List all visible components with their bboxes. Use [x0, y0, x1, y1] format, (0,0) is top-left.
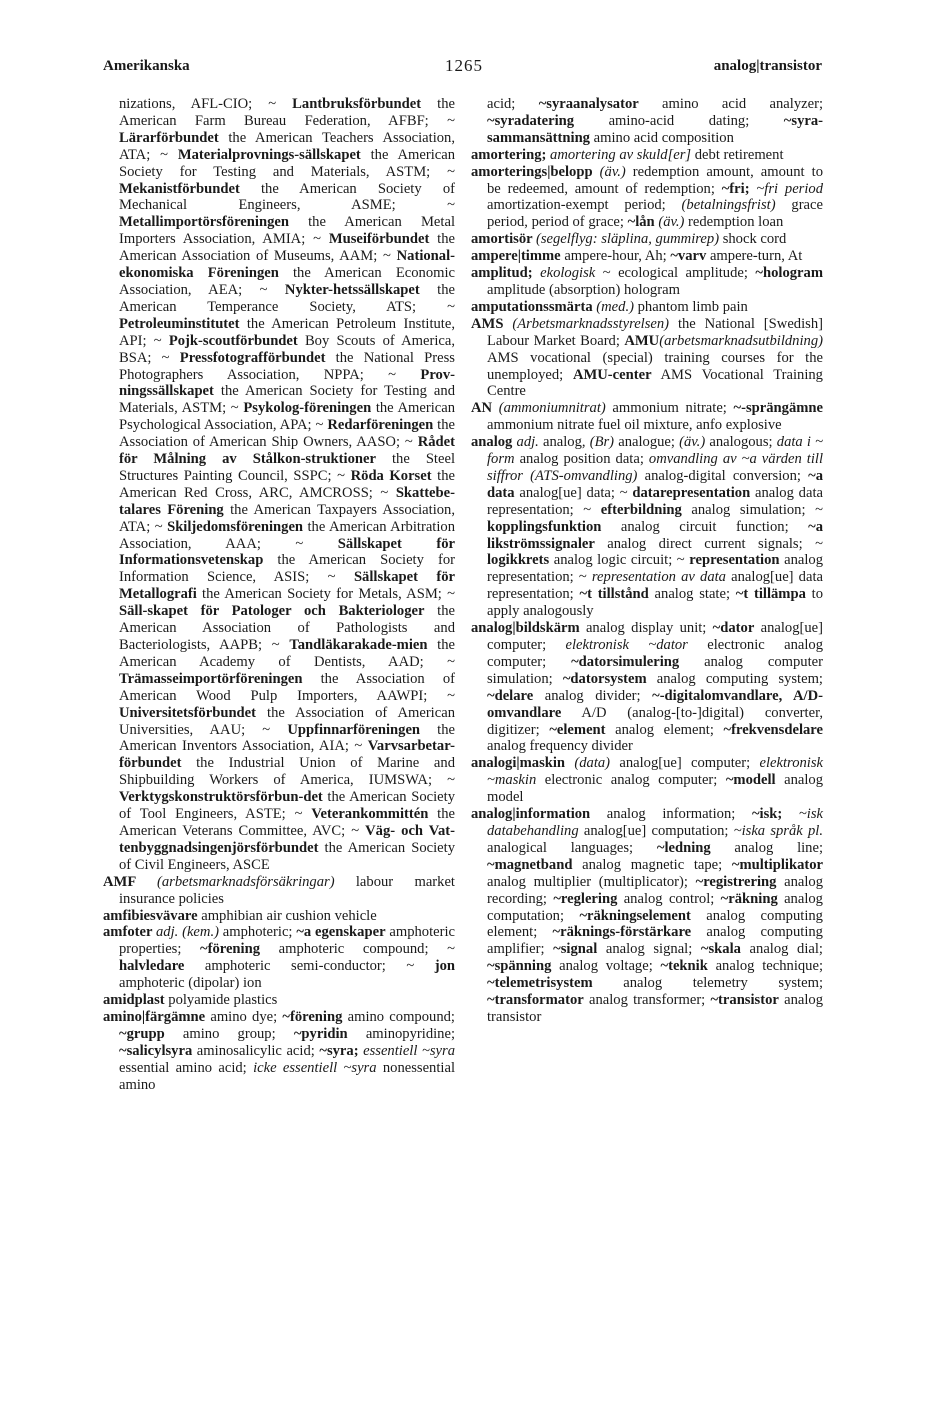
headword: amortering; [471, 146, 551, 163]
dictionary-entry [103, 96, 455, 874]
headword: ~frekvensdelare [723, 721, 823, 738]
translation-text: the Steel Structures Painting Council, SSPC; ~ [119, 451, 455, 484]
translation-text: analog[ue] computer; [610, 755, 760, 772]
headword: ~varv [670, 248, 707, 265]
dictionary-entry [103, 1009, 455, 1094]
translation-text: Boy Scouts of America, BSA; ~ [119, 332, 455, 366]
translation-text: amphoteric compound; ~ [260, 941, 455, 958]
headword: Verktygskonstruktörsförbun-det [119, 789, 323, 806]
headword: ~a egenskaper [296, 924, 386, 941]
headword: Pressfotografförbundet [179, 349, 326, 366]
translation-text: the American Society of Tool Engineers, ASTE; ~ [119, 789, 455, 823]
usage-note: amortering av skuld[er] [550, 146, 692, 163]
translation-text: ~ ecological amplitude; [595, 265, 756, 282]
dictionary-entry [471, 620, 823, 755]
translation-text: the American Association of Museums, AAM; ~ [119, 231, 456, 265]
translation-text: labour market insurance policies [119, 873, 455, 907]
headword: ~isk; [751, 806, 799, 823]
usage-note: (äv.) [679, 434, 706, 451]
headword: AMS [471, 315, 513, 332]
headword: ~transformator [487, 992, 584, 1009]
translation-text: amino acid analyzer; [638, 96, 823, 112]
translation-text: the American Society for Metals, ASM; ~ [196, 586, 455, 603]
left-column [103, 96, 455, 1093]
headword: ~datorsimulering [571, 653, 680, 670]
translation-text: the American Inventors Association, AIA; ~ [119, 721, 455, 755]
translation-text: amphoteric semi-conductor; ~ [184, 958, 435, 975]
usage-note: elektronisk ~dator [565, 637, 688, 653]
headword: amino|färgämne [103, 1008, 206, 1025]
translation-text: analog signal; [597, 941, 701, 958]
headword: ~-sprängämne [733, 400, 823, 417]
translation-text: nonessential amino [119, 1059, 455, 1093]
translation-text: analogical languages; [487, 839, 657, 856]
translation-text: analog[ue] computer; [487, 620, 823, 653]
headword: Museiförbundet [328, 231, 430, 248]
translation-text: AMS Vocational Training Centre [487, 366, 823, 400]
headword: jon [434, 958, 455, 975]
usage-note: (arbetsmarknadsutbildning) [659, 332, 823, 349]
headword: ~pyridin [293, 1025, 348, 1042]
dictionary-entry [471, 248, 823, 265]
translation-text: essential amino acid; [119, 1059, 254, 1076]
translation-text: analog information; [590, 806, 752, 823]
translation-text: polyamide plastics [164, 992, 278, 1009]
headword: amorterings|belopp [471, 163, 600, 180]
headword: Lärarförbundet [119, 129, 219, 146]
dictionary-entry [471, 265, 823, 299]
translation-text: amphoteric; [218, 924, 297, 941]
headword: ~t tillstånd [579, 586, 649, 603]
translation-text: electronic analog computer; [487, 637, 823, 670]
translation-text: A/D (analog-[to-]digital) converter, digitizer; [487, 704, 823, 738]
translation-text: the American Economic Association, AEA; ~ [119, 265, 456, 298]
headword: ampere|timme [471, 248, 561, 265]
usage-note: (segelflyg: släplina, gummirep) [535, 231, 720, 248]
dictionary-entry [471, 400, 823, 434]
headword: ~a data [487, 467, 823, 501]
translation-text: analog display unit; [579, 620, 713, 637]
translation-text: the American Red Cross, ARC, AMCROSS; ~ [119, 467, 455, 501]
headword: amortisör [471, 231, 536, 248]
translation-text: acid; [487, 96, 539, 112]
headword: efterbildning [600, 501, 682, 518]
translation-text: the American Society for Testing and Materials, ASTM; ~ [119, 146, 456, 180]
headword: analog|bildskärm [471, 620, 580, 637]
dictionary-entry [103, 908, 455, 925]
headword: representation [689, 552, 780, 569]
headword: ~ledning [656, 839, 711, 856]
translation-text: analogue; [614, 434, 680, 451]
usage-note: elektronisk ~maskin [487, 755, 823, 789]
translation-text: amino group; [164, 1025, 294, 1042]
translation-text: analog transformer; [583, 992, 711, 1009]
dictionary-entry [471, 755, 823, 806]
translation-text: analog dial; [740, 941, 823, 958]
translation-text: analog direct current signals; ~ [594, 535, 823, 552]
headword: amfoter [103, 924, 156, 941]
usage-note: ekologisk [540, 265, 596, 282]
headword: datarepresentation [632, 484, 751, 501]
headword: ~signal [553, 941, 598, 958]
headword: Väg- och Vat-tenbyggnadsingenjörsförbundet [119, 822, 455, 856]
usage-note: representation av data [591, 569, 726, 586]
translation-text: the American Metal Importers Association, AMIA; ~ [119, 214, 455, 248]
translation-text: redemption loan [684, 214, 784, 231]
translation-text: the American Psychological Association, APA; ~ [119, 400, 455, 434]
page-number: 1265 [445, 56, 483, 75]
translation-text: analog data representation; ~ [487, 484, 823, 518]
translation-text: amortization-exempt period; [487, 197, 682, 214]
headword: ~syra-sammansättning [487, 112, 823, 146]
headword: Sällskapet för Metallografi [119, 569, 455, 603]
headword: logikkrets [487, 552, 550, 569]
headword: ~telemetrisystem [487, 975, 593, 992]
headword: ~spänning [487, 958, 552, 975]
translation-text: analog, [538, 434, 590, 451]
translation-text: analog telemetry system; [592, 975, 823, 992]
translation-text: analog computing element; [487, 907, 823, 941]
headword: Skattebe-talares Förening [119, 484, 455, 518]
usage-note: (betalningsfrist) [681, 197, 776, 214]
translation-text: analog technique; [707, 958, 823, 975]
headword: ~räkningselement [579, 907, 691, 924]
headword: Lantbruksförbundet [292, 96, 422, 112]
translation-text: amphoteric properties; [119, 924, 456, 958]
translation-text: debt retirement [691, 146, 784, 163]
usage-note: (arbetsmarknadsförsäkringar) [157, 873, 335, 890]
headword: Mekanistförbundet [119, 180, 240, 197]
translation-text: analog line; [710, 839, 824, 856]
translation-text: amino-acid dating; [574, 112, 784, 129]
usage-note: omvandling av ~a värden till siffror (ATS-omvandling) [487, 451, 824, 484]
translation-text: the American Veterans Committee, AVC; ~ [119, 806, 455, 839]
headword: Trämasseimportörföreningen [119, 670, 303, 687]
usage-note: essentiell ~syra [363, 1042, 455, 1059]
headword: ~teknik [660, 958, 708, 975]
headword: Skiljedomsföreningen [167, 518, 304, 535]
translation-text: analog element; [605, 721, 724, 738]
headword: ~element [549, 721, 606, 738]
dictionary-entry [103, 874, 455, 908]
usage-note: ~fri period [756, 180, 824, 197]
headword: AMU [624, 332, 660, 349]
headword: ~dator [712, 620, 755, 637]
usage-note: (med.) [596, 298, 634, 315]
running-head-right: analog|transistor [713, 58, 822, 74]
headword: kopplingsfunktion [487, 518, 602, 535]
dictionary-entry [471, 164, 823, 232]
usage-note: adj. [516, 434, 539, 451]
translation-text: shock cord [719, 231, 787, 248]
headword: ~syraanalysator [538, 96, 639, 112]
headword: AN [471, 400, 499, 417]
usage-note: (äv.) [599, 163, 626, 180]
translation-text: the American Temperance Society, ATS; ~ [119, 281, 455, 315]
translation-text: the National [Swedish] Labour Market Board; [487, 315, 823, 349]
translation-text: analog position data; [514, 451, 649, 468]
usage-note: data i ~ form [487, 434, 823, 468]
translation-text: the American Society for Testing and Materials, ASTM; ~ [119, 383, 455, 417]
translation-text: nizations, AFL-CIO; ~ [119, 96, 293, 112]
usage-note: (data) [574, 755, 611, 772]
translation-text: amino compound; [342, 1008, 455, 1025]
translation-text: amplitude (absorption) hologram [487, 281, 680, 298]
translation-text: electronic analog computer; [536, 772, 726, 789]
translation-text: analog computing amplifier; [487, 924, 823, 958]
right-column [471, 96, 823, 1026]
translation-text: phantom limb pain [633, 298, 748, 315]
translation-text: analog model [487, 772, 823, 806]
translation-text: analog[ue] computation; [578, 822, 734, 839]
translation-text: amphibian air cushion vehicle [197, 907, 377, 924]
headword: Petroleuminstitutet [119, 315, 240, 332]
headword: Universitetsförbundet [119, 704, 257, 721]
translation-text: analog logic circuit; ~ [549, 552, 690, 569]
translation-text: aminosalicylic acid; [192, 1042, 320, 1059]
headword: ~magnetband [487, 856, 573, 873]
translation-text: amino dye; [205, 1008, 283, 1025]
translation-text: redemption amount, amount to be redeemed, amount of redemption; [487, 163, 823, 197]
translation-text: analog computing system; [646, 670, 823, 687]
translation-text: the National Press Photographers Association, NPPA; ~ [119, 349, 455, 383]
headword: Uppfinnarföreningen [287, 721, 421, 738]
translation-text: amphoteric (dipolar) ion [119, 975, 262, 992]
translation-text: the American Society of Mechanical Engineers, ASME; ~ [119, 180, 455, 214]
translation-text: analog simulation; ~ [681, 501, 823, 518]
headword: amputationssmärta [471, 298, 597, 315]
headword: ~fri; [721, 180, 757, 197]
dictionary-entry [471, 147, 823, 164]
headword: ~skala [700, 941, 741, 958]
translation-text: the American Association of Pathologists and Bacteriologists, AAPB; ~ [119, 603, 455, 653]
translation-text: analog control; [617, 890, 721, 907]
translation-text: analog multiplier (multiplicator); [487, 873, 696, 890]
translation-text: analog state; [648, 586, 736, 603]
dictionary-entry [471, 96, 823, 147]
headword: ~förening [200, 941, 261, 958]
translation-text: analog computer simulation; [487, 653, 823, 687]
translation-text: analog voltage; [551, 958, 661, 975]
translation-text: the American Taxpayers Association, ATA; ~ [119, 501, 455, 535]
headword: ~registrering [695, 873, 777, 890]
headword: ~hologram [755, 265, 823, 282]
headword: ~räknings-förstärkare [552, 924, 692, 941]
headword: Materialprovnings-sällskapet [177, 146, 361, 163]
translation-text: AMS vocational (special) training courses for the unemployed; [487, 349, 823, 383]
translation-text: the American Teachers Association, ATA; ~ [119, 129, 455, 163]
translation-text: aminopyridine; [347, 1025, 455, 1042]
headword: ~delare [487, 687, 534, 704]
translation-text: the American Farm Bureau Federation, AFBF; ~ [119, 96, 455, 129]
headword: halvledare [119, 958, 185, 975]
translation-text: analog divider; [533, 687, 653, 704]
translation-text: grace period, period of grace; [487, 197, 823, 231]
translation-text: analog recording; [487, 873, 823, 907]
translation-text: to apply analogously [487, 586, 823, 620]
usage-note: (Arbetsmarknadsstyrelsen) [512, 315, 670, 332]
headword: ~datorsystem [562, 670, 647, 687]
headword: amplitud; [471, 265, 541, 282]
headword: ~lån [627, 214, 659, 231]
translation-text: analog circuit function; [601, 518, 809, 535]
headword: ~modell [725, 772, 776, 789]
translation-text: analog representation; ~ [487, 552, 823, 586]
headword: analog [471, 434, 517, 451]
headword: Rådet för Målning av Stålkon-struktioner [119, 434, 455, 468]
usage-note: (äv.) [658, 214, 685, 231]
headword: AMU-center [572, 366, 652, 383]
headword: Röda Korset [350, 467, 432, 484]
dictionary-entry [471, 434, 823, 620]
headword: ~syradatering [487, 112, 575, 129]
headword: ~transistor [710, 992, 779, 1009]
running-head-left: Amerikanska [103, 58, 190, 74]
translation-text: ammonium nitrate fuel oil mixture, anfo explosive [487, 417, 782, 434]
usage-note: (ammoniumnitrat) [498, 400, 606, 417]
translation-text: the Association of American Universities, AAU; ~ [119, 704, 455, 738]
headword: Psykolog-föreningen [243, 400, 372, 417]
headword: ~t tillämpa [735, 586, 806, 603]
translation-text: the Industrial Union of Marine and Shipbuilding Workers of America, IUMSWA; ~ [119, 755, 455, 789]
headword: amfibiesvävare [103, 907, 198, 924]
headword: ~förening [282, 1008, 343, 1025]
translation-text: analogous; [705, 434, 777, 451]
translation-text: analog magnetic tape; [572, 856, 732, 873]
dictionary-entry [471, 316, 823, 401]
headword: Metallimportörsföreningen [119, 214, 289, 231]
headword: Nykter-hetssällskapet [284, 281, 420, 298]
translation-text: analog computation; [487, 890, 823, 924]
translation-text: analog frequency divider [487, 738, 633, 755]
usage-note: adj. (kem.) [155, 924, 219, 941]
translation-text: analog[ue] data representation; [487, 569, 823, 603]
translation-text: the American Petroleum Institute, API; ~ [119, 315, 455, 349]
headword: ~reglering [553, 890, 618, 907]
usage-note: ~iska språk pl. [733, 822, 823, 839]
translation-text: the American Arbitration Association, AAA; ~ [119, 518, 456, 552]
headword: Varvsarbetar-förbundet [119, 738, 455, 772]
translation-text: analog transistor [487, 992, 823, 1025]
translation-text: ampere-turn, At [706, 248, 803, 265]
headword: AMF [103, 873, 157, 890]
dictionary-entry [103, 924, 455, 992]
headword: ~grupp [119, 1025, 165, 1042]
headword: Prov-ningssällskapet [119, 366, 455, 400]
headword: amidplast [103, 992, 165, 1009]
dictionary-entry [471, 299, 823, 316]
usage-note: (Br) [589, 434, 615, 451]
translation-text: the Association of American Ship Owners, AASO; ~ [119, 417, 455, 451]
usage-note: icke essentiell ~syra [253, 1059, 377, 1076]
headword: ~a likströmssignaler [487, 518, 823, 552]
headword: analog|information [471, 806, 591, 823]
dictionary-entry [103, 992, 455, 1009]
translation-text: ampere-hour, Ah; [560, 248, 671, 265]
headword: Veterankommittén [311, 806, 429, 823]
translation-text: amino acid composition [589, 129, 734, 146]
headword: National-ekonomiska Föreningen [119, 248, 455, 282]
headword: ~multiplikator [731, 856, 823, 873]
translation-text: the American Society for Information Science, ASIS; ~ [119, 552, 455, 586]
headword: ~räkning [720, 890, 778, 907]
headword: ~salicylsyra [119, 1042, 193, 1059]
translation-text: analog-digital conversion; [637, 467, 809, 484]
usage-note: ~isk databehandling [487, 806, 823, 839]
headword: Sällskapet för Informationsvetenskap [119, 535, 455, 569]
headword: analogi|maskin [471, 755, 575, 772]
translation-text: analog[ue] data; ~ [514, 484, 633, 501]
headword: Pojk-scoutförbundet [168, 332, 298, 349]
translation-text: the American Academy of Dentists, AAD; ~ [119, 637, 456, 670]
headword: Tandläkarakade-mien [289, 637, 428, 653]
translation-text: ammonium nitrate; [605, 400, 734, 417]
headword: ~syra; [319, 1042, 364, 1059]
headword: Redarföreningen [327, 417, 434, 434]
dictionary-entry [471, 806, 823, 1026]
translation-text: the Association of American Wood Pulp Importers, AAWPI; ~ [119, 670, 455, 704]
translation-text: the American Society of Civil Engineers, ASCE [119, 839, 455, 873]
headword: Säll-skapet för Patologer och Bakteriologer [119, 603, 425, 620]
headword: ~-digitalomvandlare, A/D-omvandlare [487, 687, 823, 721]
dictionary-entry [471, 231, 823, 248]
